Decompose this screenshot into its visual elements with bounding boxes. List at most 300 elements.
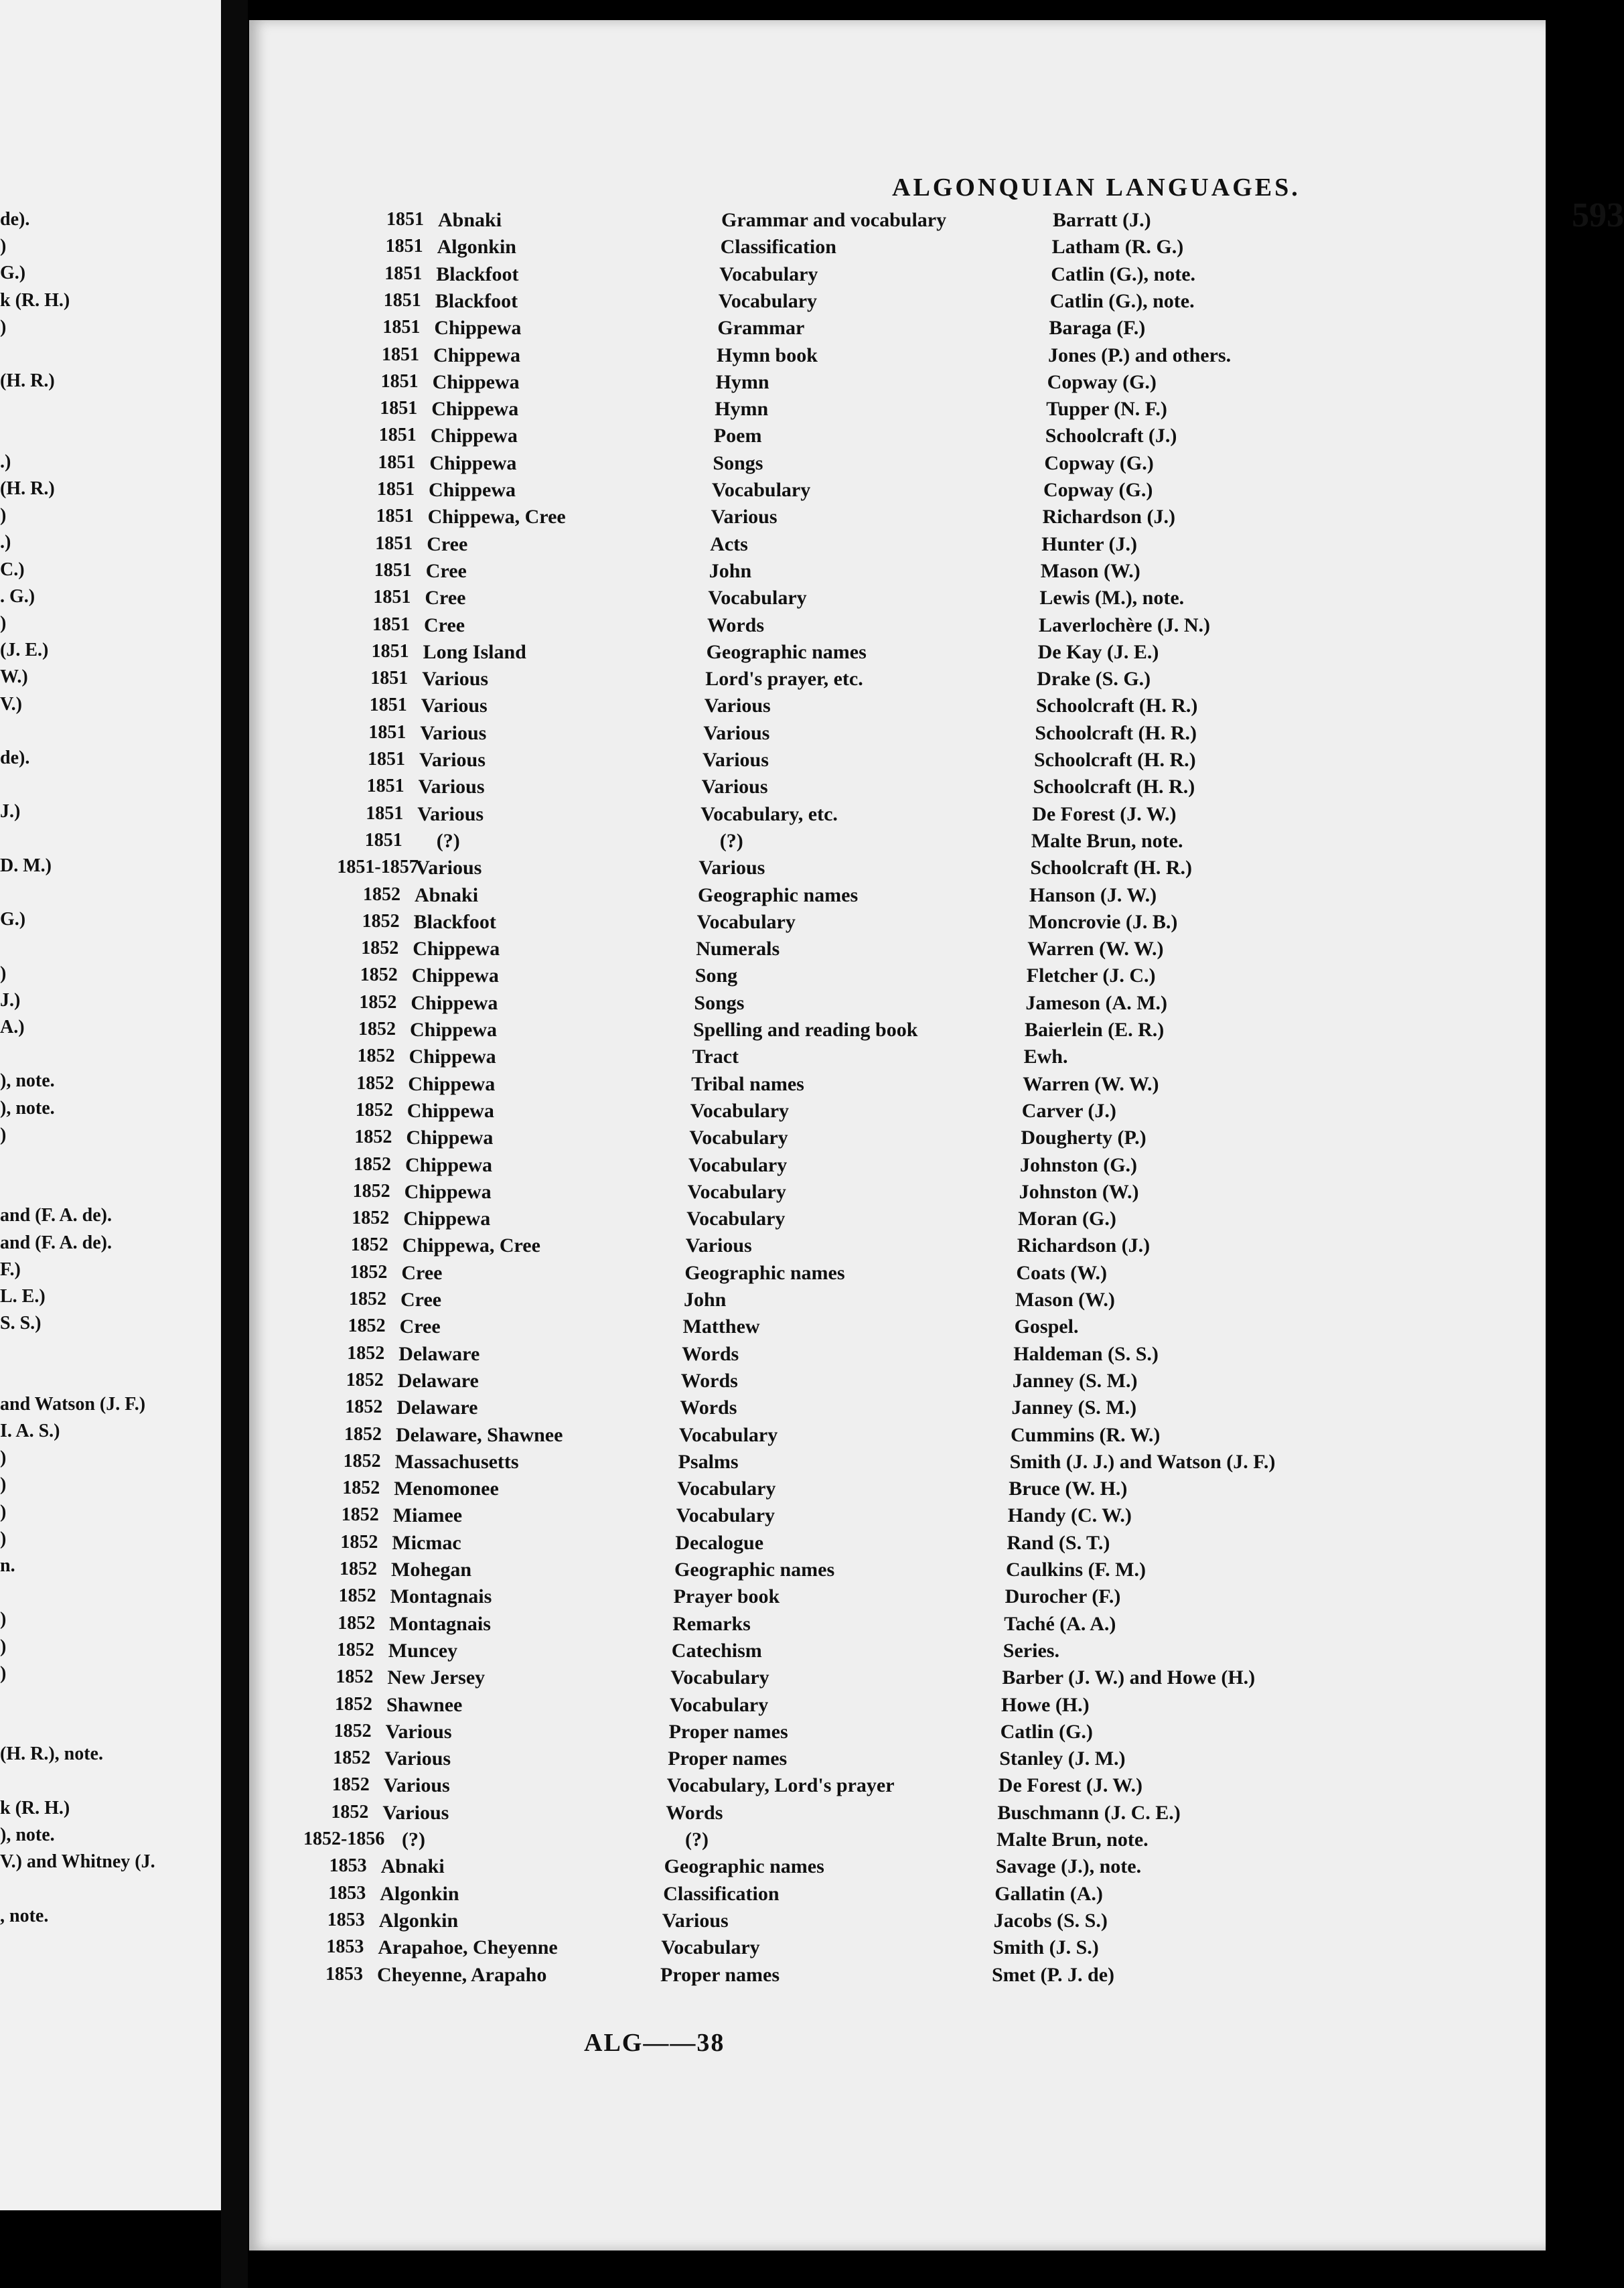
entry-subject: Words [666,1801,723,1824]
signature-mark: ALG——38 [584,2029,725,2057]
entry-author: Copway (G.) [1043,479,1153,501]
entry-year: 1852 [343,1450,381,1472]
book-gutter [221,0,248,2288]
entry-author: Moran (G.) [1018,1208,1116,1230]
entry-language: Shawnee [386,1693,463,1716]
entry-language: Blackfoot [435,289,518,312]
entry-year: 1851 [370,668,409,689]
index-entry [249,749,1522,776]
entry-author: Schoolcraft (H. R.) [1033,776,1195,798]
entry-year: 1853 [328,1882,366,1904]
index-entry [249,964,1522,991]
entry-subject: Vocabulary [696,910,796,933]
entry-language: Chippewa [410,1019,498,1041]
index-entry [249,884,1522,911]
entry-subject: Lord's prayer, etc. [705,668,863,691]
index-entry [249,1019,1522,1046]
entry-subject: Vocabulary [689,1127,788,1149]
entry-year: 1852 [348,1315,386,1337]
entry-subject: Classification [663,1882,780,1905]
entry-year: 1853 [325,1963,363,1985]
entry-author: Johnston (G.) [1020,1153,1138,1176]
entry-year: 1853 [327,1909,365,1930]
entry-language: Various [419,749,486,771]
entry-author: Savage (J.), note. [995,1855,1142,1878]
index-entry [249,1910,1522,1936]
index-entry [249,533,1522,560]
entry-subject: Various [662,1909,729,1932]
page-number: 593 [1572,196,1624,234]
entry-year: 1851 [378,451,416,473]
entry-year: 1851 [368,721,407,743]
entry-year: 1852 [354,1127,392,1148]
entry-year: 1852 [356,1072,394,1094]
entry-language: Chippewa [408,1072,496,1095]
index-entry [249,1829,1522,1855]
entry-year: 1851 [376,506,414,527]
entry-author: Gallatin (A.) [994,1882,1103,1905]
entry-subject: Decalogue [675,1531,764,1554]
facing-page-text: ), note. [0,1825,55,1845]
entry-year: 1851 [383,289,421,311]
index-entry [249,1694,1522,1721]
entry-language: Abnaki [380,1855,445,1878]
index-entry [249,1964,1522,1991]
entry-language: Various [384,1747,451,1770]
index-entry [249,1289,1522,1315]
entry-language: Blackfoot [413,910,496,933]
entry-year: 1852 [360,964,398,986]
entry-subject: Poem [713,425,762,447]
index-entry [249,1073,1522,1100]
entry-year: 1852 [340,1531,378,1553]
entry-year: 1851 [371,640,409,662]
entry-year: 1852 [355,1099,393,1121]
entry-subject: Songs [694,991,745,1014]
facing-page-text: G.) [0,909,26,930]
facing-page-text: ) [0,962,7,984]
entry-subject: Matthew [682,1315,760,1338]
entry-author: Malte Brun, note. [996,1829,1149,1851]
entry-author: Janney (S. M.) [1012,1369,1138,1392]
index-entry [249,587,1522,614]
entry-author: Fletcher (J. C.) [1026,964,1156,987]
entry-year: 1851 [372,614,410,635]
entry-subject: Catechism [671,1639,762,1662]
entry-subject: Various [704,695,771,717]
entry-author: Lewis (M.), note. [1039,587,1185,610]
entry-subject: Geographic names [698,883,859,906]
facing-page-text: G.) [0,263,26,284]
entry-language: Micmac [392,1531,461,1554]
index-entry [249,1127,1522,1153]
entry-year: 1852 [331,1801,369,1822]
entry-year: 1851 [382,317,421,338]
entry-subject: Grammar and vocabulary [721,209,947,231]
entry-subject: Classification [720,236,836,259]
entry-author: Jameson (A. M.) [1025,991,1168,1014]
facing-page-text: A.) [0,1017,25,1038]
entry-year: 1852 [346,1369,384,1390]
entry-year: 1852 [341,1504,379,1526]
index-entry [249,1397,1522,1423]
entry-author: Barratt (J.) [1053,209,1151,231]
index-entry [249,1234,1522,1261]
entry-year: 1852 [354,1153,391,1175]
entry-subject: Various [703,749,769,771]
entry-author: Gospel. [1014,1315,1079,1338]
index-entry [249,290,1522,317]
entry-subject: Vocabulary [676,1504,776,1527]
index-entry [249,398,1522,425]
entry-language: Chippewa [404,1180,492,1203]
entry-language: Chippewa [432,370,520,393]
entry-language: Cree [401,1261,443,1284]
entry-language: Chippewa [434,317,522,340]
index-entry [249,1640,1522,1666]
entry-year: 1851 [368,749,405,770]
entry-year: 1851 [369,695,407,716]
index-entry [249,317,1522,344]
entry-year: 1852 [361,938,399,959]
index-entry [249,776,1522,802]
entry-author: Smet (P. J. de) [992,1963,1115,1986]
index-entry [249,614,1522,641]
entry-author: Malte Brun, note. [1031,829,1183,852]
entry-year: 1852 [350,1234,388,1256]
entry-author: Stanley (J. M.) [999,1747,1126,1770]
index-entry [249,1613,1522,1640]
entry-language: Chippewa [405,1153,493,1176]
entry-author: Hanson (J. W.) [1029,883,1157,906]
facing-page-text: J.) [0,989,21,1011]
entry-subject: Songs [713,451,763,474]
entry-year: 1852 [331,1774,370,1796]
index-entry [249,425,1522,451]
entry-year: 1852 [336,1666,374,1688]
facing-page-fragment [0,0,221,2210]
entry-subject: Proper names [660,1963,780,1986]
facing-page-text: n. [0,1555,15,1576]
entry-author: Catlin (G.) [1000,1720,1093,1743]
entry-subject: (?) [719,829,743,852]
entry-subject: Vocabulary [712,479,811,501]
entry-subject: Remarks [672,1612,751,1635]
entry-subject: Geographic names [684,1261,845,1284]
entry-subject: Various [698,857,765,879]
facing-page-text: ) [0,1609,7,1630]
entry-subject: Vocabulary, Lord's prayer [666,1774,895,1797]
entry-subject: Vocabulary [679,1423,778,1446]
facing-page-text: de). [0,209,30,230]
entry-subject: Various [711,506,778,528]
entry-author: Cummins (R. W.) [1011,1423,1161,1446]
entry-language: Delaware, Shawnee [396,1423,563,1446]
entry-author: Durocher (F.) [1005,1585,1121,1608]
entry-subject: Words [682,1342,739,1365]
entry-year: 1852 [362,910,400,932]
index-entry [249,803,1522,830]
facing-page-text: W.) [0,666,28,688]
entry-language: Miamee [392,1504,463,1527]
index-entry [249,236,1522,263]
running-head: ALGONQUIAN LANGUAGES. [892,173,1301,202]
entry-subject: Vocabulary [670,1666,769,1689]
entry-language: Cree [399,1315,441,1338]
index-entry [249,722,1522,749]
index-entry [249,1181,1522,1208]
index-entry [249,452,1522,479]
index-entry [249,1504,1522,1531]
entry-author: Series. [1003,1639,1059,1662]
entry-year: 1851 [373,587,411,608]
facing-page-text: and (F. A. de). [0,1205,113,1226]
entry-language: Abnaki [438,209,502,231]
entry-author: De Forest (J. W.) [998,1774,1143,1797]
facing-page-text: ) [0,613,7,634]
entry-author: Catlin (G.), note. [1049,289,1195,312]
entry-author: Baierlein (E. R.) [1025,1019,1165,1041]
facing-page-text: (H. R.), note. [0,1743,103,1765]
entry-subject: Acts [710,532,748,555]
entry-author: De Forest (J. W.) [1032,802,1177,825]
entry-language: Cree [424,614,465,636]
facing-page-text: .) [0,532,11,553]
entry-year: 1852 [338,1585,376,1607]
entry-author: Richardson (J.) [1042,506,1175,528]
entry-author: Catlin (G.), note. [1051,263,1196,285]
entry-author: Mason (W.) [1040,559,1140,582]
entry-language: Montagnais [389,1612,491,1635]
entry-subject: Geographic names [706,640,867,663]
index-entry [249,1883,1522,1910]
entry-language: Algonkin [380,1882,459,1905]
entry-language: Chippewa [429,451,517,474]
facing-page-text: ), note. [0,1097,55,1119]
entry-language: Various [417,802,484,825]
index-entry [249,1262,1522,1289]
index-entry [249,560,1522,587]
entry-language: Algonkin [378,1909,459,1932]
index-entry [249,1046,1522,1072]
facing-page-text: ), note. [0,1070,55,1092]
entry-author: Drake (S. G.) [1037,668,1151,691]
entry-year: 1851 [364,829,402,851]
entry-subject: Various [703,721,770,744]
entry-author: Carver (J.) [1021,1099,1116,1122]
entry-subject: Prayer book [673,1585,780,1608]
entry-year: 1851 [380,370,419,392]
index-entry [249,1154,1522,1181]
entry-language: Chippewa [430,425,518,447]
facing-page-text: C.) [0,559,25,580]
entry-author: Coats (W.) [1016,1261,1107,1284]
entry-language: Cree [425,587,466,610]
entry-author: Smith (J. J.) and Watson (J. F.) [1009,1450,1276,1473]
entry-author: Warren (W. W.) [1023,1072,1159,1095]
entry-author: Tupper (N. F.) [1046,398,1167,421]
facing-page-text: ) [0,1636,7,1657]
facing-page-text: ) [0,1501,7,1522]
facing-page-text: k (R. H.) [0,289,70,311]
entry-language: Various [385,1720,452,1743]
entry-author: Richardson (J.) [1017,1234,1151,1257]
entry-subject: John [684,1289,727,1311]
entry-language: (?) [436,829,460,852]
facing-page-text: (J. E.) [0,640,49,661]
entry-subject: Vocabulary [687,1180,786,1203]
entry-author: Schoolcraft (H. R.) [1035,721,1197,744]
entry-subject: Various [701,776,768,798]
index-entry [249,830,1522,857]
entry-author: Taché (A. A.) [1004,1612,1116,1635]
entry-subject: Proper names [668,1747,788,1770]
facing-page-text: D. M.) [0,855,52,876]
index-entry [249,1315,1522,1342]
entry-author: Baraga (F.) [1049,317,1146,340]
facing-page-text: F.) [0,1259,21,1280]
entry-language: Mohegan [391,1559,471,1581]
index-entry [249,992,1522,1019]
entry-year: 1852 [359,991,397,1013]
entry-author: Ewh. [1023,1046,1068,1068]
entry-author: Schoolcraft (H. R.) [1034,749,1196,771]
entry-year: 1851 [380,398,418,419]
entry-language: Various [415,857,482,879]
entry-language: Various [418,776,485,798]
facing-page-text: , note. [0,1905,49,1926]
entry-year: 1851-1857 [337,857,419,878]
entry-year: 1852 [345,1397,383,1418]
entry-language: Chippewa, Cree [402,1234,540,1257]
entry-year: 1852 [357,1046,395,1067]
entry-language: Menomonee [394,1478,499,1500]
entry-author: Rand (S. T.) [1007,1531,1110,1554]
entry-language: Chippewa, Cree [427,506,566,528]
entry-year: 1852 [352,1180,390,1202]
entry-author: Moncrovie (J. B.) [1028,910,1178,933]
entry-year: 1852 [350,1261,388,1283]
entry-language: Various [422,668,489,691]
entry-author: Johnston (W.) [1019,1180,1139,1203]
entry-author: Schoolcraft (H. R.) [1035,695,1198,717]
entry-author: Janney (S. M.) [1011,1397,1137,1419]
facing-page-text: and Watson (J. F.) [0,1393,146,1415]
entry-language: (?) [402,1829,425,1851]
entry-subject: Geographic names [664,1855,824,1878]
entry-subject: Tribal names [691,1072,804,1095]
entry-year: 1852 [336,1639,374,1660]
index-entry [249,209,1522,236]
entry-subject: Spelling and reading book [693,1019,918,1041]
facing-page-text: V.) and Whitney (J. [0,1851,155,1873]
index-entry [249,1208,1522,1234]
entry-author: Smith (J. S.) [992,1936,1099,1959]
entry-author: Schoolcraft (J.) [1045,425,1177,447]
entry-year: 1853 [326,1936,364,1958]
facing-page-text: ) [0,1474,7,1496]
entry-subject: Hymn book [717,344,818,366]
entry-language: Chippewa [411,964,499,987]
facing-page-text: S. S.) [0,1313,42,1334]
entry-subject: (?) [685,1829,709,1851]
entry-year: 1852 [358,1019,396,1040]
entry-subject: Vocabulary [677,1478,776,1500]
entry-subject: Vocabulary [688,1153,788,1176]
entry-language: Chippewa [433,344,521,366]
entry-language: Cree [400,1289,442,1311]
index-entry [249,1747,1522,1774]
index-entry [249,479,1522,506]
index-entry [249,1774,1522,1801]
entry-year: 1852 [333,1747,371,1769]
entry-year: 1852 [338,1612,376,1634]
entry-subject: Vocabulary [670,1693,769,1716]
entry-language: Chippewa [406,1127,494,1149]
index-entry [249,668,1522,695]
entry-year: 1851 [374,559,412,581]
index-entry [249,1478,1522,1504]
entry-language: Cree [425,559,467,582]
entry-author: Laverlochère (J. N.) [1039,614,1211,636]
entry-year: 1852 [363,883,400,905]
entry-subject: Words [680,1369,738,1392]
entry-author: Barber (J. W.) and Howe (H.) [1002,1666,1256,1689]
facing-page-text: k (R. H.) [0,1797,70,1818]
entry-author: Latham (R. G.) [1051,236,1184,259]
facing-page-text: ) [0,1662,7,1684]
entry-language: Abnaki [415,883,479,906]
entry-author: Caulkins (F. M.) [1006,1559,1146,1581]
entry-language: Chippewa [409,1046,496,1068]
entry-subject: Song [694,964,738,987]
facing-page-text: (H. R.) [0,478,55,499]
entry-language: Massachusetts [394,1450,519,1473]
entry-language: Chippewa [403,1208,491,1230]
entry-year: 1851 [375,532,413,554]
index-entry [249,1370,1522,1397]
entry-author: De Kay (J. E.) [1037,640,1159,663]
entry-subject: Vocabulary [661,1936,760,1959]
facing-page-text: J.) [0,801,21,823]
facing-page-text: ) [0,1528,7,1549]
entry-language: Chippewa [411,991,498,1014]
index-entry [249,938,1522,964]
index-entry [249,1802,1522,1829]
entry-subject: Vocabulary [718,289,818,312]
entry-subject: Numerals [696,938,780,960]
entry-language: Various [383,1774,450,1797]
entry-subject: Hymn [715,398,769,421]
entry-author: Bruce (W. H.) [1009,1478,1128,1500]
entry-subject: Vocabulary [708,587,807,610]
entry-language: Various [420,721,487,744]
entry-year: 1852 [335,1693,372,1715]
entry-author: Warren (W. W.) [1027,938,1164,960]
entry-language: Algonkin [437,236,516,259]
entry-subject: Proper names [668,1720,788,1743]
facing-page-text: I. A. S.) [0,1421,60,1441]
entry-language: Chippewa [413,938,500,960]
entry-language: Chippewa [407,1099,494,1122]
entry-year: 1852 [347,1342,385,1364]
entry-language: Blackfoot [436,263,519,285]
entry-language: Arapahoe, Cheyenne [378,1936,558,1959]
entry-year: 1851 [378,425,417,446]
index-entry [249,1343,1522,1370]
entry-year: 1852 [334,1720,372,1741]
entry-subject: Words [680,1397,737,1419]
